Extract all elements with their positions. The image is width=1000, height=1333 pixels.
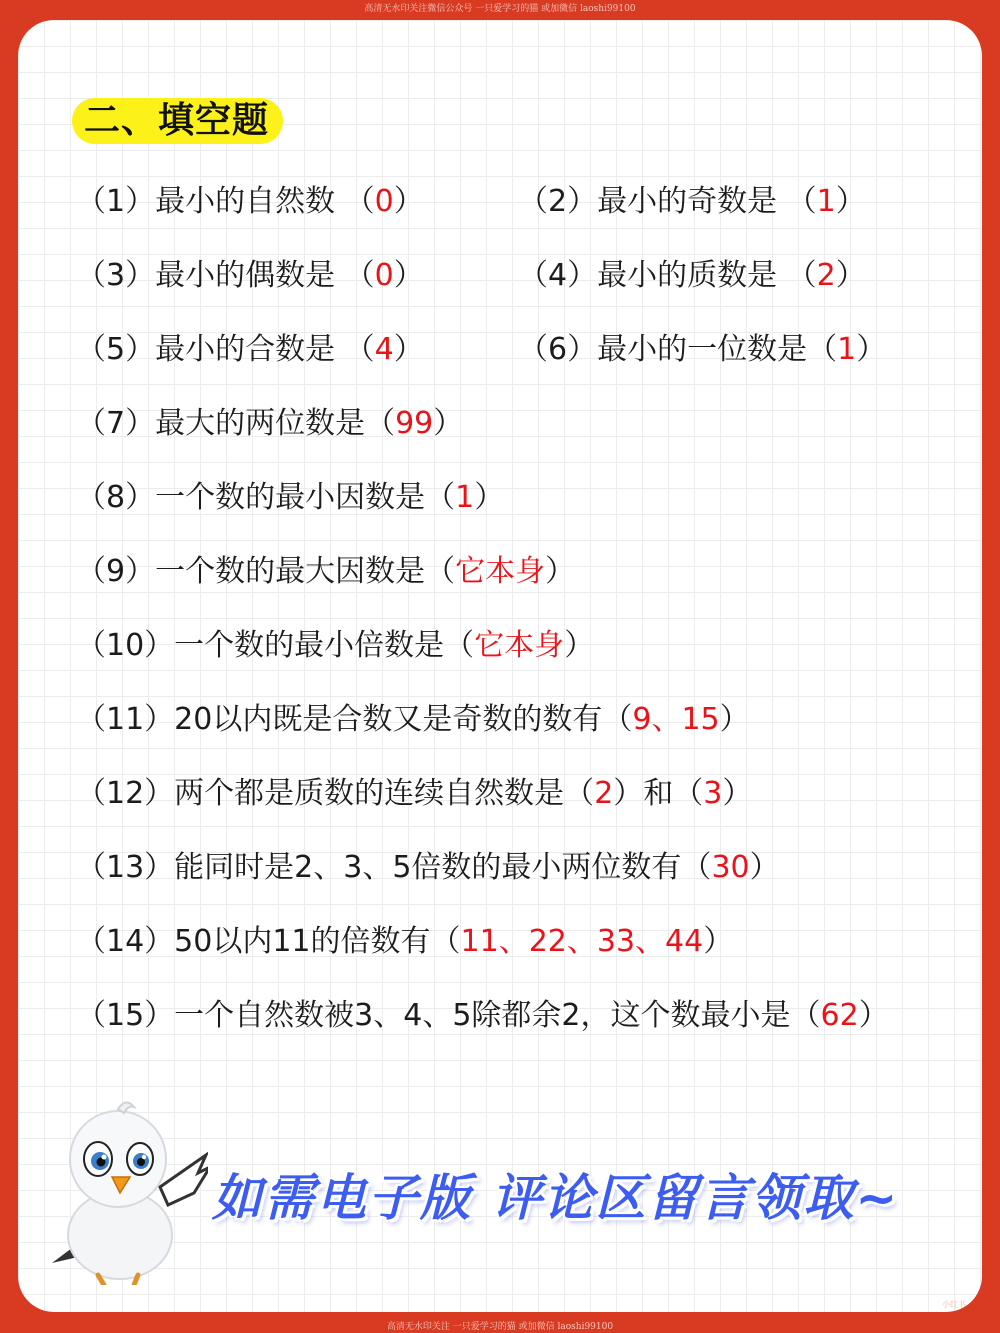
question-text: ） xyxy=(749,850,780,885)
promo-text: 如需电子版 评论区留言领取~ xyxy=(212,1169,900,1227)
question-text: ） xyxy=(722,776,753,811)
question-8 xyxy=(76,478,504,518)
top-watermark: 高清无水印关注微信公众号 一只爱学习的猫 或加微信 laoshi99100 xyxy=(364,4,636,14)
question-text: （14）50以内11的倍数有（ xyxy=(76,924,461,959)
question-text: ） xyxy=(393,184,424,219)
question-text: ） xyxy=(719,702,750,737)
question-4 xyxy=(518,256,866,296)
question-14 xyxy=(76,922,733,962)
question-text: （9）一个数的最大因数是（ xyxy=(76,554,456,589)
content-card xyxy=(18,20,982,1312)
question-text: ）和（ xyxy=(613,776,704,811)
answer: 它本身 xyxy=(474,628,565,663)
question-7 xyxy=(76,404,463,444)
question-text: ） xyxy=(703,924,734,959)
question-text: （2）最小的奇数是 （ xyxy=(518,184,817,219)
question-text: （11）20以内既是合数又是奇数的数有（ xyxy=(76,702,633,737)
question-3 xyxy=(76,256,424,296)
answer: 30 xyxy=(711,850,750,885)
question-text: ） xyxy=(835,184,866,219)
question-2 xyxy=(518,182,866,222)
bottom-watermark: 高清无水印关注 一只爱学习的猫 或加微信 laoshi99100 xyxy=(386,1322,614,1332)
answer: 0 xyxy=(374,184,394,219)
question-text: ） xyxy=(564,628,595,663)
question-text: （6）最小的一位数是（ xyxy=(518,332,838,367)
question-text: （3）最小的偶数是 （ xyxy=(76,258,375,293)
question-12 xyxy=(76,774,752,814)
question-text: ） xyxy=(433,406,464,441)
section-title: 二、填空题 xyxy=(72,98,283,144)
corner-watermark: 小红书 xyxy=(942,1300,966,1309)
question-text: ） xyxy=(858,998,889,1033)
question-text: ） xyxy=(393,332,424,367)
answer: 3 xyxy=(703,776,723,811)
answer: 1 xyxy=(455,480,475,515)
answer: 4 xyxy=(374,332,394,367)
question-text: （10）一个数的最小倍数是（ xyxy=(76,628,475,663)
question-text: （1）最小的自然数 （ xyxy=(76,184,375,219)
question-15 xyxy=(76,996,889,1036)
question-10 xyxy=(76,626,594,666)
answer: 2 xyxy=(594,776,614,811)
question-11 xyxy=(76,700,750,740)
answer: 它本身 xyxy=(455,554,546,589)
question-13 xyxy=(76,848,780,888)
answer: 0 xyxy=(374,258,394,293)
answer: 9、15 xyxy=(632,702,720,737)
question-5 xyxy=(76,330,424,370)
question-1 xyxy=(76,182,424,222)
answer: 11、22、33、44 xyxy=(460,924,704,959)
question-text: ） xyxy=(545,554,576,589)
question-text: ） xyxy=(393,258,424,293)
question-text: （12）两个都是质数的连续自然数是（ xyxy=(76,776,595,811)
question-text: （4）最小的质数是 （ xyxy=(518,258,817,293)
answer: 62 xyxy=(820,998,859,1033)
question-text: （5）最小的合数是 （ xyxy=(76,332,375,367)
answer: 2 xyxy=(816,258,836,293)
answer: 1 xyxy=(816,184,836,219)
question-text: （15）一个自然数被3、4、5除都余2，这个数最小是（ xyxy=(76,998,821,1033)
question-text: （13）能同时是2、3、5倍数的最小两位数有（ xyxy=(76,850,712,885)
question-text: ） xyxy=(835,258,866,293)
question-text: ） xyxy=(474,480,505,515)
question-9 xyxy=(76,552,575,592)
question-text: （7）最大的两位数是（ xyxy=(76,406,396,441)
answer: 1 xyxy=(837,332,857,367)
answer: 99 xyxy=(395,406,434,441)
question-6 xyxy=(518,330,886,370)
question-text: （8）一个数的最小因数是（ xyxy=(76,480,456,515)
bird-mascot-icon xyxy=(48,1095,208,1285)
question-text: ） xyxy=(856,332,887,367)
